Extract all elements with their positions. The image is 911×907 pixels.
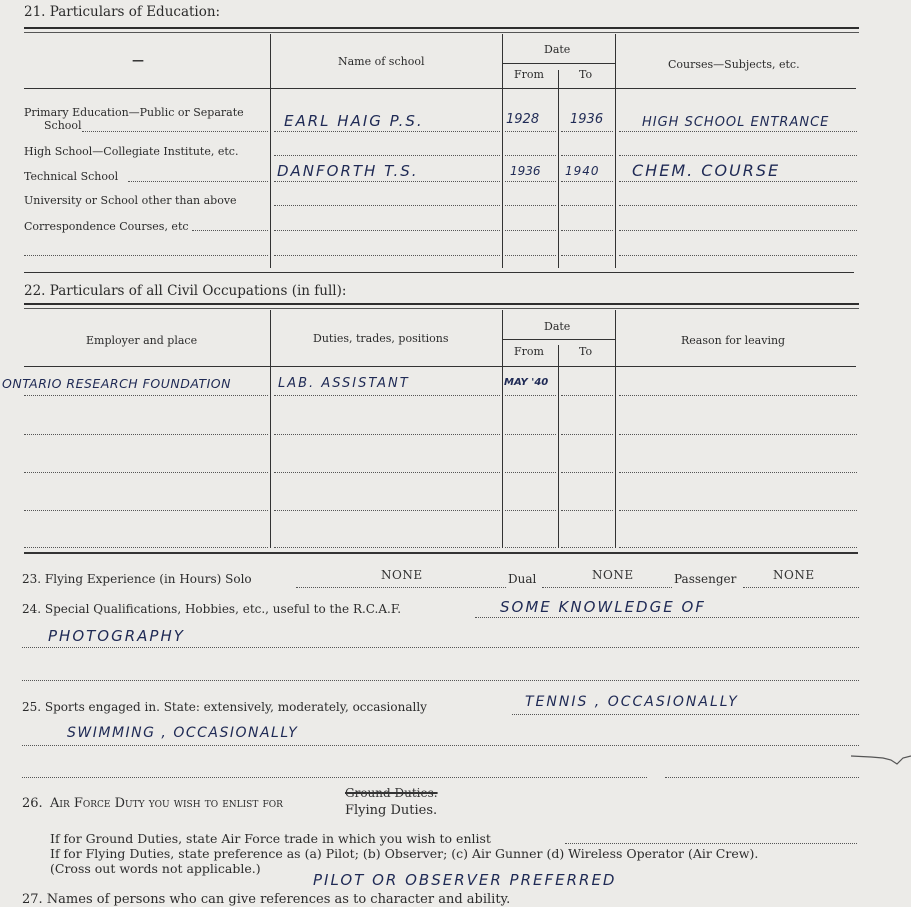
row-label-university: University or School other than above — [24, 194, 237, 207]
q23-label: 23. Flying Experience (in Hours) Solo — [22, 572, 252, 586]
dotted-line — [665, 777, 859, 778]
dotted-line — [743, 587, 859, 588]
date-underline — [503, 339, 615, 340]
dotted-line — [561, 472, 613, 473]
q25-answer-line2[interactable]: SWIMMING , OCCASIONALLY — [67, 725, 299, 741]
dotted-line — [22, 680, 859, 681]
divider — [502, 310, 503, 548]
dotted-line — [274, 205, 500, 206]
q27-label: 27. Names of persons who can give references as to character and ability. — [22, 892, 511, 907]
row-label-technical: Technical School — [24, 170, 119, 183]
dotted-line — [274, 155, 500, 156]
dotted-line — [619, 510, 857, 511]
q26-label: Air Force Duty you wish to enlist for — [50, 796, 283, 811]
header-from: From — [514, 68, 544, 81]
dotted-line — [512, 714, 859, 715]
dotted-line — [505, 230, 556, 231]
school-technical[interactable]: DANFORTH T.S. — [277, 162, 419, 180]
q26-cross-out-note: (Cross out words not applicable.) — [50, 861, 261, 876]
dotted-line — [505, 131, 556, 132]
dotted-line — [22, 647, 859, 648]
dotted-line — [274, 131, 500, 132]
dotted-line — [505, 155, 556, 156]
dotted-line — [274, 434, 500, 435]
dotted-line — [274, 255, 500, 256]
courses-primary[interactable]: HIGH SCHOOL ENTRANCE — [642, 115, 830, 130]
dotted-line — [475, 617, 859, 618]
dotted-line — [24, 472, 268, 473]
q23-solo-value[interactable]: NONE — [381, 568, 423, 582]
dotted-line — [561, 547, 613, 548]
section-21-bottom-rule — [24, 272, 854, 273]
divider — [558, 70, 559, 268]
dotted-line — [274, 395, 500, 396]
dotted-line — [22, 745, 859, 746]
header-to: To — [579, 345, 593, 358]
dotted-line — [505, 205, 556, 206]
header-duties: Duties, trades, positions — [313, 332, 449, 345]
q23-passenger-value[interactable]: NONE — [773, 568, 815, 582]
header-from: From — [514, 345, 544, 358]
dotted-line — [619, 255, 857, 256]
dotted-line — [561, 230, 613, 231]
dotted-line — [561, 155, 613, 156]
dotted-line — [619, 434, 857, 435]
from-1[interactable]: MAY '40 — [504, 377, 549, 388]
dotted-line — [505, 395, 556, 396]
school-primary[interactable]: EARL HAIG P.S. — [284, 112, 424, 130]
paper-tear-mark — [851, 752, 911, 766]
q26-number: 26. — [22, 796, 43, 811]
dotted-line — [192, 230, 268, 231]
header-bottom-rule — [24, 88, 856, 89]
q26-ground-instruction: If for Ground Duties, state Air Force trade in which you wish to enlist — [50, 831, 491, 846]
row-label-correspondence: Correspondence Courses, etc — [24, 220, 189, 233]
q24-label: 24. Special Qualifications, Hobbies, etc., useful to the R.C.A.F. — [22, 602, 402, 616]
to-primary[interactable]: 1936 — [570, 112, 604, 127]
dotted-line — [505, 255, 556, 256]
q23-passenger-label: Passenger — [674, 572, 737, 586]
header-date: Date — [544, 43, 571, 56]
dotted-line — [24, 255, 268, 256]
dotted-line — [619, 472, 857, 473]
dotted-line — [619, 395, 857, 396]
section-22-bottom-rule — [24, 552, 858, 554]
dotted-line — [561, 131, 613, 132]
q23-dual-value[interactable]: NONE — [592, 568, 634, 582]
section-21-title: 21. Particulars of Education: — [24, 4, 221, 20]
dotted-line — [561, 205, 613, 206]
row-label-primary: Primary Education—Public or Separate — [24, 106, 244, 119]
dotted-line — [561, 395, 613, 396]
divider — [558, 345, 559, 548]
dotted-line — [505, 181, 556, 182]
dotted-line — [505, 547, 556, 548]
header-blank-dash: — — [132, 53, 144, 67]
dotted-line — [274, 472, 500, 473]
dotted-line — [561, 434, 613, 435]
header-courses: Courses—Subjects, etc. — [668, 58, 800, 71]
dotted-line — [274, 181, 500, 182]
q25-answer-line1[interactable]: TENNIS , OCCASIONALLY — [525, 694, 739, 710]
header-bottom-rule — [24, 366, 856, 367]
dotted-line — [24, 547, 268, 548]
q23-dual-label: Dual — [508, 572, 537, 586]
dotted-line — [505, 510, 556, 511]
header-employer: Employer and place — [86, 334, 198, 347]
dotted-line — [505, 472, 556, 473]
divider — [270, 34, 271, 268]
divider — [502, 34, 503, 268]
to-technical[interactable]: 1940 — [565, 164, 600, 178]
q24-answer-line1[interactable]: SOME KNOWLEDGE OF — [500, 598, 706, 616]
dotted-line — [296, 587, 506, 588]
header-reason: Reason for leaving — [681, 334, 786, 347]
dotted-line — [24, 510, 268, 511]
section-21-top-rule — [24, 27, 859, 33]
divider — [270, 310, 271, 548]
dotted-line — [542, 587, 672, 588]
dotted-line — [561, 181, 613, 182]
from-primary[interactable]: 1928 — [506, 112, 540, 127]
header-date: Date — [544, 320, 571, 333]
dotted-line — [561, 510, 613, 511]
dotted-line — [505, 434, 556, 435]
section-22-top-rule — [24, 303, 859, 309]
dotted-line — [619, 230, 857, 231]
dotted-line — [24, 434, 268, 435]
courses-technical[interactable]: CHEM. COURSE — [632, 161, 781, 180]
row-label-primary-2: School — [44, 119, 82, 132]
header-name-of-school: Name of school — [338, 55, 425, 68]
section-22-title: 22. Particulars of all Civil Occupations (in full): — [24, 283, 347, 299]
dotted-line — [619, 547, 857, 548]
divider — [615, 310, 616, 548]
dotted-line — [619, 181, 857, 182]
divider — [615, 34, 616, 268]
q26-option-ground-struck[interactable]: Ground Duties. — [345, 786, 438, 800]
duties-1[interactable]: LAB. ASSISTANT — [278, 376, 410, 391]
date-underline — [503, 63, 615, 64]
q26-option-flying[interactable]: Flying Duties. — [345, 803, 438, 818]
dotted-line — [82, 131, 268, 132]
dotted-line — [274, 547, 500, 548]
dotted-line — [128, 181, 268, 182]
dotted-line — [565, 843, 857, 844]
q25-label: 25. Sports engaged in. State: extensively, moderately, occasionally — [22, 700, 427, 714]
q24-answer-line2[interactable]: PHOTOGRAPHY — [48, 627, 185, 645]
header-to: To — [579, 68, 593, 81]
dotted-line — [274, 510, 500, 511]
q26-flying-instruction: If for Flying Duties, state preference as (a) Pilot; (b) Observer; (c) Air Gunner (d) Wireless Operator (Air Crew). — [50, 846, 759, 861]
row-label-high-school: High School—Collegiate Institute, etc. — [24, 145, 239, 158]
dotted-line — [619, 205, 857, 206]
q26-answer[interactable]: PILOT OR OBSERVER PREFERRED — [313, 871, 617, 889]
dotted-line — [619, 131, 857, 132]
from-technical[interactable]: 1936 — [510, 164, 541, 178]
dotted-line — [22, 777, 647, 778]
dotted-line — [561, 255, 613, 256]
dotted-line — [274, 230, 500, 231]
dotted-line — [24, 395, 268, 396]
dotted-line — [619, 155, 857, 156]
employer-1[interactable]: ONTARIO RESEARCH FOUNDATION — [2, 376, 231, 391]
